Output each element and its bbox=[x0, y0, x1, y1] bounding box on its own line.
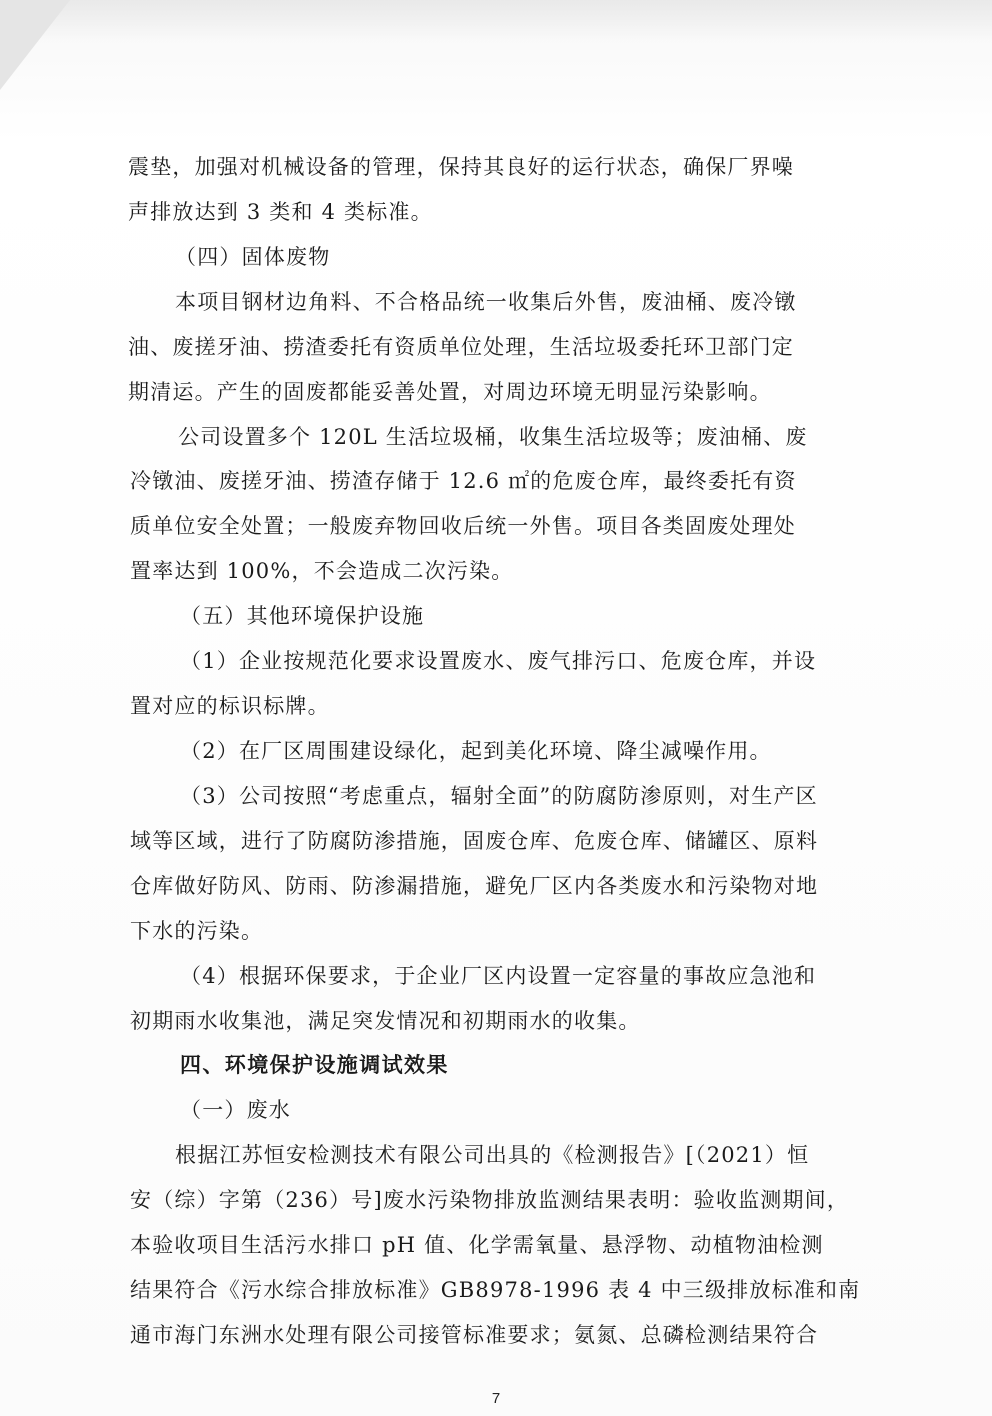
text-line: 安（综）字第（236）号]废水污染物排放监测结果表明：验收监测期间， bbox=[130, 1188, 850, 1212]
text-line: 本验收项目生活污水排口 pH 值、化学需氧量、悬浮物、动植物油检测 bbox=[130, 1233, 824, 1257]
page-number: 7 bbox=[491, 1390, 501, 1407]
text-line: 下水的污染。 bbox=[130, 919, 264, 943]
text-line: 质单位安全处置；一般废弃物回收后统一外售。项目各类固废处理处 bbox=[130, 514, 796, 538]
text-line: 根据江苏恒安检测技术有限公司出具的《检测报告》[（2021）恒 bbox=[175, 1143, 810, 1167]
text-line: （1）企业按规范化要求设置废水、废气排污口、危废仓库，并设 bbox=[180, 649, 817, 673]
text-line: （4）根据环保要求，于企业厂区内设置一定容量的事故应急池和 bbox=[180, 964, 817, 988]
text-line: 震垫，加强对机械设备的管理，保持其良好的运行状态，确保厂界噪 bbox=[128, 155, 794, 179]
text-line: 置率达到 100%，不会造成二次污染。 bbox=[130, 559, 514, 583]
section-heading: （四）固体废物 bbox=[175, 245, 331, 269]
text-line: 初期雨水收集池，满足突发情况和初期雨水的收集。 bbox=[130, 1009, 641, 1033]
section-heading: （五）其他环境保护设施 bbox=[180, 604, 425, 628]
text-line: 公司设置多个 120L 生活垃圾桶，收集生活垃圾等；废油桶、废 bbox=[178, 425, 808, 449]
chapter-heading: 四、环境保护设施调试效果 bbox=[180, 1053, 449, 1077]
text-line: 本项目钢材边角料、不合格品统一收集后外售，废油桶、废冷镦 bbox=[175, 290, 797, 314]
text-line: 期清运。产生的固废都能妥善处置，对周边环境无明显污染影响。 bbox=[128, 380, 772, 404]
text-line: 置对应的标识标牌。 bbox=[130, 694, 330, 718]
text-line: 通市海门东洲水处理有限公司接管标准要求；氨氮、总磷检测结果符合 bbox=[130, 1323, 819, 1347]
section-heading: （一）废水 bbox=[180, 1098, 291, 1122]
text-line: 域等区域，进行了防腐防渗措施，固废仓库、危废仓库、储罐区、原料 bbox=[130, 829, 819, 853]
text-line: 仓库做好防风、防雨、防渗漏措施，避免厂区内各类废水和污染物对地 bbox=[130, 874, 819, 898]
text-line: 结果符合《污水综合排放标准》GB8978-1996 表 4 中三级排放标准和南 bbox=[130, 1278, 861, 1302]
text-line: 冷镦油、废搓牙油、捞渣存储于 12.6 ㎡的危废仓库，最终委托有资 bbox=[130, 469, 797, 493]
text-line: （2）在厂区周围建设绿化，起到美化环境、降尘减噪作用。 bbox=[180, 739, 772, 763]
text-line: （3）公司按照“考虑重点，辐射全面”的防腐防渗原则，对生产区 bbox=[180, 784, 818, 808]
text-line: 声排放达到 3 类和 4 类标准。 bbox=[128, 200, 433, 224]
text-line: 油、废搓牙油、捞渣委托有资质单位处理，生活垃圾委托环卫部门定 bbox=[128, 335, 794, 359]
